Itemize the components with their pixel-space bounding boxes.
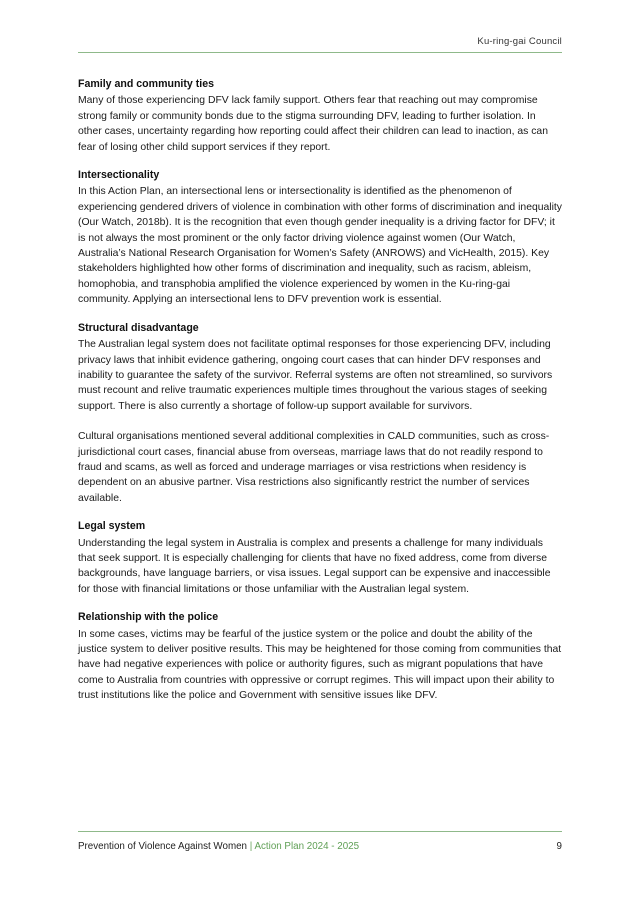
footer-subtitle: Action Plan 2024 - 2025 <box>254 841 360 852</box>
footer-title-group <box>78 841 359 852</box>
footer-doc-title: Prevention of Violence Against Women <box>78 841 248 852</box>
section-paragraph: Understanding the legal system in Australia is complex and presents a challenge for many individuals that seek support. It is especially challenging for clients that have no fixed address, come from diverse backgrounds, have language barriers, or visa issues. Legal support can be expensive and inaccessible for those with financial limitations or those unfamiliar with the Australian legal system. <box>78 537 551 595</box>
section-family-community-ties <box>78 77 562 155</box>
section-paragraph: In some cases, victims may be fearful of the justice system or the police and doubt the ability of the justice system to deliver positive results. This may be heightened for those coming from communities that have had negative experiences with police or authority figures, such as migrant populations that have come to Australia from countries with oppressive or corrupt regimes. This will impact upon their ability to trust institutions like the police and Government with sensitive issues like DFV. <box>78 628 562 702</box>
page-footer <box>78 841 562 855</box>
section-intersectionality <box>78 168 562 308</box>
footer-divider <box>78 831 562 832</box>
section-heading: Family and community ties <box>78 78 214 90</box>
section-relationship-police <box>78 610 562 703</box>
document-body <box>78 77 562 704</box>
section-heading: Relationship with the police <box>78 611 219 624</box>
page-header <box>78 36 562 52</box>
section-heading: Structural disadvantage <box>78 321 199 334</box>
section-paragraph: The Australian legal system does not facilitate optimal responses for those experiencing DFV, including privacy laws that inhibit evidence gathering, ongoing court cases that can hinder DFV responses and inability to guarantee the safety of the survivor. Referral systems are often not streamlined, so survivors must recount and relive traumatic experiences multiple times throughout the various stages of seeking support. There is also currently a shortage of follow-up support available for survivors. <box>78 339 553 412</box>
section-heading: Intersectionality <box>78 169 160 182</box>
header-divider <box>78 52 562 53</box>
section-paragraph: Cultural organisations mentioned several additional complexities in CALD communities, such as cross-jurisdictional court cases, financial abuse from overseas, marriage laws that do not readily respond to fraud and scams, as well as forced and underage marriages or visa restrictions when residency is dependent on an abusive partner. Visa restrictions also significantly restrict the number of services available. <box>78 431 550 504</box>
section-legal-system <box>78 519 562 597</box>
page-number: 9 <box>556 841 562 852</box>
footer-separator: | <box>249 841 253 852</box>
header-org-name: Ku-ring-gai Council <box>477 36 562 47</box>
section-paragraph: Many of those experiencing DFV lack family support. Others fear that reaching out may compromise strong family or community bonds due to the stigma surrounding DFV, leading to further isolation. In other cases, uncertainty regarding how reporting could affect their children can lead to inaction, as can fear of losing other child support services if they report. <box>78 95 548 153</box>
section-paragraph: In this Action Plan, an intersectional lens or intersectionality is identified as the phenomenon of experiencing gendered drivers of violence in combination with other forms of discrimination and inequality (Our Watch, 2018b). It is the recognition that even though gender inequality is a driving factor for DFV; it is not always the most prominent or the only factor driving violence against women (Our Watch, Australia’s National Research Organisation for Women’s Safety (ANROWS) and VicHealth, 2015). Key stakeholders highlighted how other forms of discrimination and inequality, such as racism, ableism, homophobia, and transphobia amplified the violence experienced by women in the Ku-ring-gai community. Applying an intersectional lens to DFV prevention work is essential. <box>78 186 563 306</box>
section-structural-disadvantage <box>78 321 562 506</box>
section-heading: Legal system <box>78 520 146 533</box>
